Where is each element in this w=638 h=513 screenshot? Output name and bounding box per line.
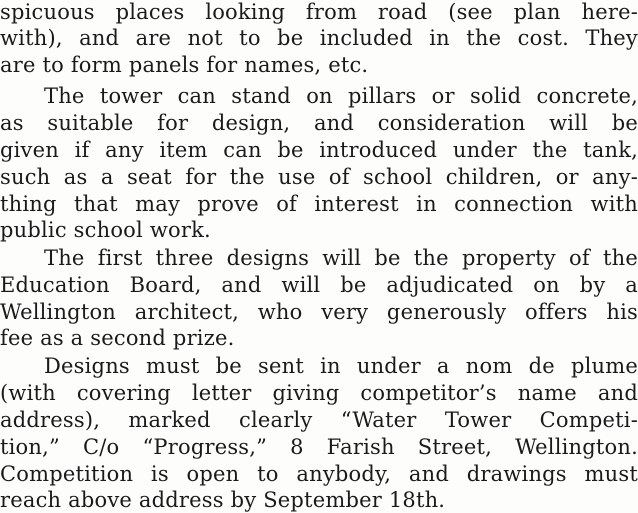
text-line: as suitable for design, and consideration will be bbox=[0, 111, 638, 135]
text-line: address), marked clearly “Water Tower Competi- bbox=[0, 408, 638, 432]
paragraph-start-line: The first three designs will be the property of the bbox=[44, 246, 638, 270]
paragraph-start-line: The tower can stand on pillars or solid concrete, bbox=[44, 84, 638, 108]
text-line: public school work. bbox=[0, 218, 211, 242]
text-line: (with covering letter giving competitor’s name and bbox=[0, 381, 638, 405]
text-line: Competition is open to anybody, and drawings must bbox=[0, 462, 638, 486]
text-line: with), and are not to be included in the cost. They bbox=[0, 26, 638, 50]
text-line: spicuous places looking from road (see plan here- bbox=[0, 0, 638, 24]
text-line: tion,” C/o “Progress,” 8 Farish Street, Wellington. bbox=[0, 435, 638, 459]
text-line: thing that may prove of interest in connection with bbox=[0, 192, 638, 216]
text-line: Education Board, and will be adjudicated on by a bbox=[0, 273, 638, 297]
text-line: Wellington architect, who very generously offers his bbox=[0, 300, 638, 324]
text-line: fee as a second prize. bbox=[0, 326, 235, 350]
paragraph-start-line: Designs must be sent in under a nom de plume bbox=[44, 354, 638, 378]
text-line: reach above address by September 18th. bbox=[0, 488, 446, 512]
text-line: are to form panels for names, etc. bbox=[0, 53, 369, 77]
text-line: such as a seat for the use of school children, or any- bbox=[0, 165, 638, 189]
text-line: given if any item can be introduced under the tank, bbox=[0, 138, 638, 162]
